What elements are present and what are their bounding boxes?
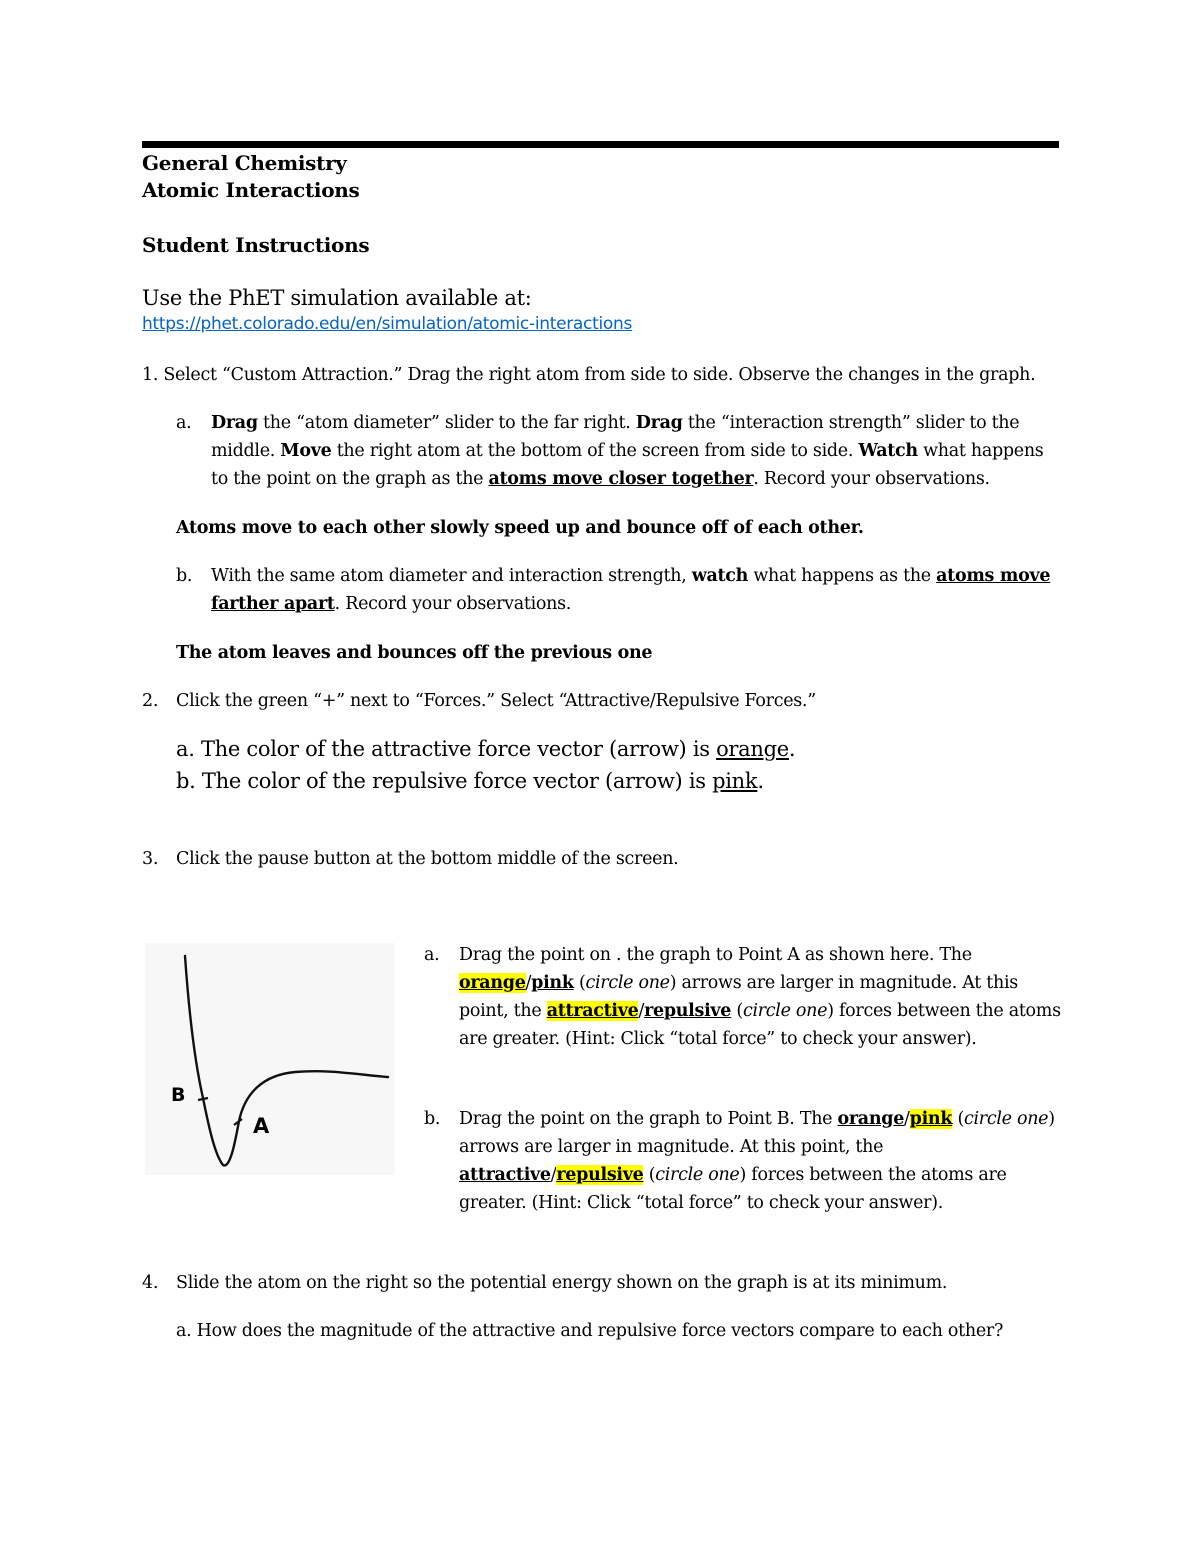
q3b-label: b. [424,1109,441,1129]
question-4: 4. Slide the atom on the right so the potential energy shown on the graph is at its minimum. [142,1273,948,1293]
q3b-line-2: arrows are larger in magnitude. At this point, the [459,1137,884,1157]
q1a-answer: Atoms move to each other slowly speed up and bounce off of each other. [176,518,864,538]
q3a-orange-option: orange [459,973,526,993]
graph-label-a: A [253,1114,270,1138]
q1a-label: a. [176,413,192,433]
question-3: 3. Click the pause button at the bottom middle of the screen. [142,849,679,869]
section-title: Student Instructions [142,233,370,257]
q2b: b. The color of the repulsive force vector (arrow) is pink. [176,769,764,793]
course-title: General Chemistry [142,151,347,175]
q3a-line-2: orange/pink (circle one) arrows are larger in magnitude. At this [459,973,1018,993]
q3b-repulsive-option: repulsive [556,1165,644,1185]
q3b-line-3: attractive/repulsive (circle one) forces between the atoms are [459,1165,1007,1185]
question-1: 1. Select “Custom Attraction.” Drag the right atom from side to side. Observe the changes in the graph. [142,365,1036,385]
intro-text: Use the PhET simulation available at: [142,286,532,310]
q3a-label: a. [424,945,440,965]
q1b-line-2: farther apart. Record your observations. [211,594,572,614]
q1b-label: b. [176,566,193,586]
simulation-link[interactable]: https://phet.colorado.edu/en/simulation/atomic-interactions [142,314,633,334]
q3b-line-4: greater. (Hint: Click “total force” to check your answer). [459,1193,944,1213]
q3a-line-1: Drag the point on . the graph to Point A as shown here. The [459,945,972,965]
q4a: a. How does the magnitude of the attractive and repulsive force vectors compare to each other? [176,1321,1004,1341]
graph-label-b: B [171,1084,186,1106]
q3a-line-3: point, the attractive/repulsive (circle one) forces between the atoms [459,1001,1061,1021]
q2a: a. The color of the attractive force vector (arrow) is orange. [176,737,796,761]
potential-energy-graph [145,943,395,1175]
q3a-line-4: are greater. (Hint: Click “total force” to check your answer). [459,1029,977,1049]
top-rule [142,141,1059,148]
q1b-answer: The atom leaves and bounces off the previous one [176,643,653,663]
q1a-line-3: to the point on the graph as the atoms move closer together. Record your observations. [211,469,990,489]
q3b-pink-option: pink [909,1109,953,1129]
question-2: 2. Click the green “+” next to “Forces.” Select “Attractive/Repulsive Forces.” [142,691,816,711]
q3a-attractive-option: attractive [546,1001,639,1021]
q3b-line-1: Drag the point on the graph to Point B. The orange/pink (circle one) [459,1109,1055,1129]
q1b-line-1: With the same atom diameter and interaction strength, watch what happens as the atoms move [211,566,1051,586]
potential-energy-curve [145,943,395,1175]
topic-title: Atomic Interactions [142,178,360,202]
q1a-line-1: Drag the “atom diameter” slider to the far right. Drag the “interaction strength” slider to the [211,413,1020,433]
q1a-line-2: middle. Move the right atom at the bottom of the screen from side to side. Watch what happens [211,441,1044,461]
